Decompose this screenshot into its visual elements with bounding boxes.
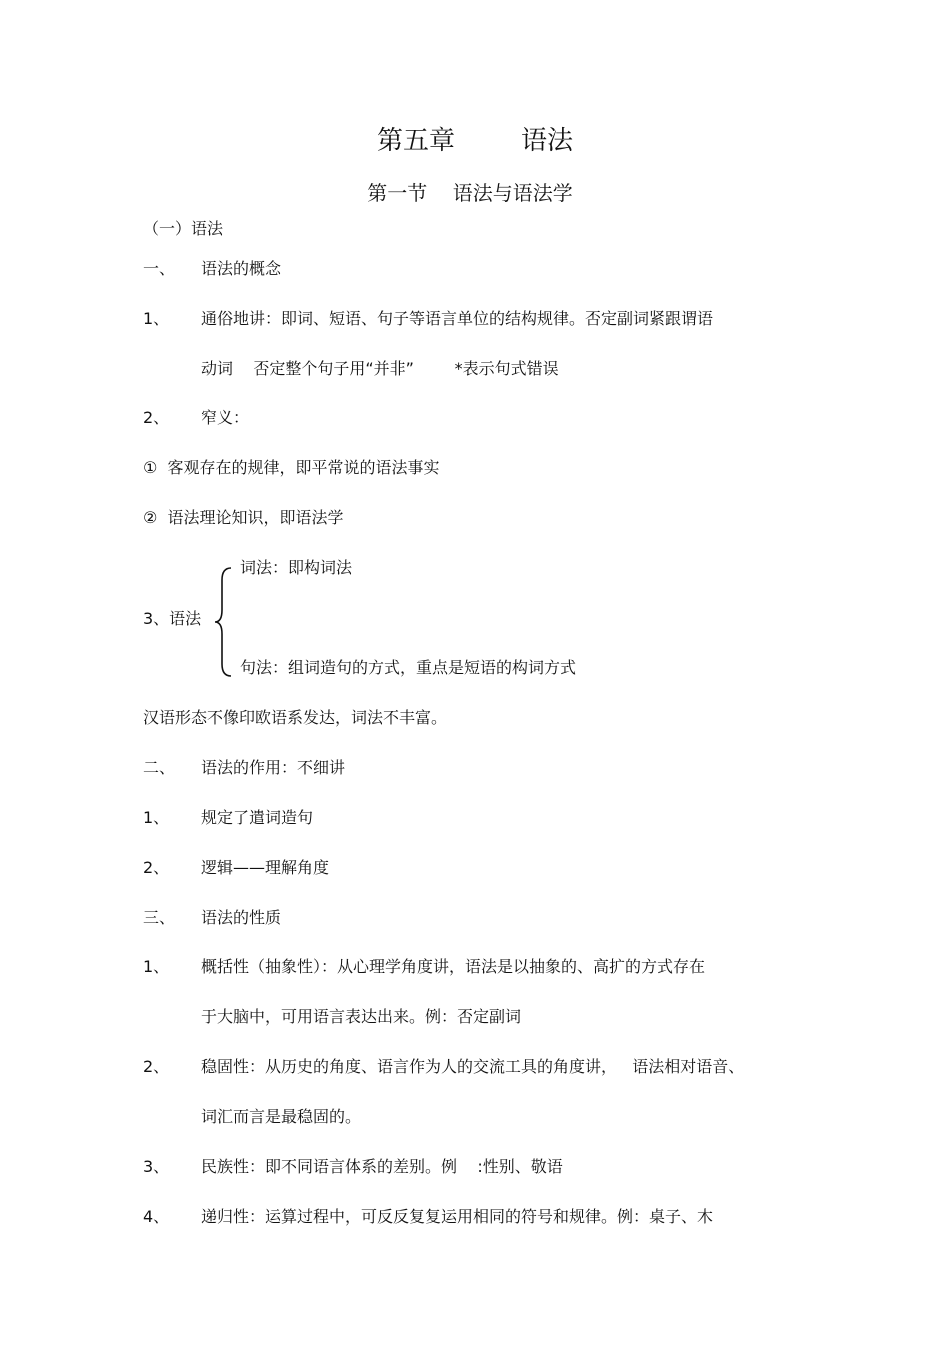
s3-item-1-number: 1、: [143, 957, 170, 976]
item-2-number: 2、: [143, 408, 170, 427]
item-1-number: 1、: [143, 309, 170, 328]
section-title: 第一节 语法与语法学: [367, 181, 573, 205]
item-1-line-1: 通俗地讲：即词、短语、句子等语言单位的结构规律。否定副词紧跟谓语: [201, 309, 714, 328]
subheading: （一）语法: [143, 219, 224, 238]
chapter-title: 第五章 语法: [376, 126, 574, 156]
section-3-title: 语法的性质: [201, 908, 282, 927]
s2-item-1-number: 1、: [143, 808, 170, 827]
s2-item-2-number: 2、: [143, 858, 170, 877]
s3-item-3-line-1: 民族性：即不同语言体系的差别。例 :性别、敬语: [201, 1157, 563, 1176]
item-1-line-2: 动词 否定整个句子用“并非” *表示句式错误: [201, 359, 559, 378]
s2-item-1-text: 规定了遣词造句: [201, 808, 314, 827]
s3-item-3-number: 3、: [143, 1157, 170, 1176]
item-2-text: 窄义：: [201, 408, 250, 427]
s3-item-1-line-1: 概括性（抽象性）：从心理学角度讲，语法是以抽象的、高扩的方式存在: [201, 957, 706, 976]
item-3-label: 3、语法: [143, 609, 202, 628]
curly-brace-icon: [213, 566, 235, 678]
cifa-line: 词法：即构词法: [240, 558, 353, 577]
section-3-number: 三、: [143, 908, 176, 927]
circle-item-2: ② 语法理论知识，即语法学: [143, 508, 344, 527]
section-2-title: 语法的作用：不细讲: [201, 758, 346, 777]
s2-item-2-text: 逻辑——理解角度: [201, 858, 330, 877]
s3-item-2-line-2: 词汇而言是最稳固的。: [201, 1107, 362, 1126]
hanyu-note: 汉语形态不像印欧语系发达，词法不丰富。: [143, 708, 448, 727]
section-2-number: 二、: [143, 758, 176, 777]
s3-item-1-line-2: 于大脑中，可用语言表达出来。例：否定副词: [201, 1007, 522, 1026]
section-1-number: 一、: [143, 259, 176, 278]
circle-item-1: ① 客观存在的规律，即平常说的语法事实: [143, 458, 440, 477]
s3-item-4-number: 4、: [143, 1207, 170, 1226]
jufa-line: 句法：组词造句的方式，重点是短语的构词方式: [240, 658, 577, 677]
s3-item-4-line-1: 递归性：运算过程中，可反反复复运用相同的符号和规律。例：桌子、木: [201, 1207, 714, 1226]
section-1-title: 语法的概念: [201, 259, 282, 278]
s3-item-2-number: 2、: [143, 1057, 170, 1076]
s3-item-2-line-1: 稳固性：从历史的角度、语言作为人的交流工具的角度讲， 语法相对语音、: [201, 1057, 745, 1076]
